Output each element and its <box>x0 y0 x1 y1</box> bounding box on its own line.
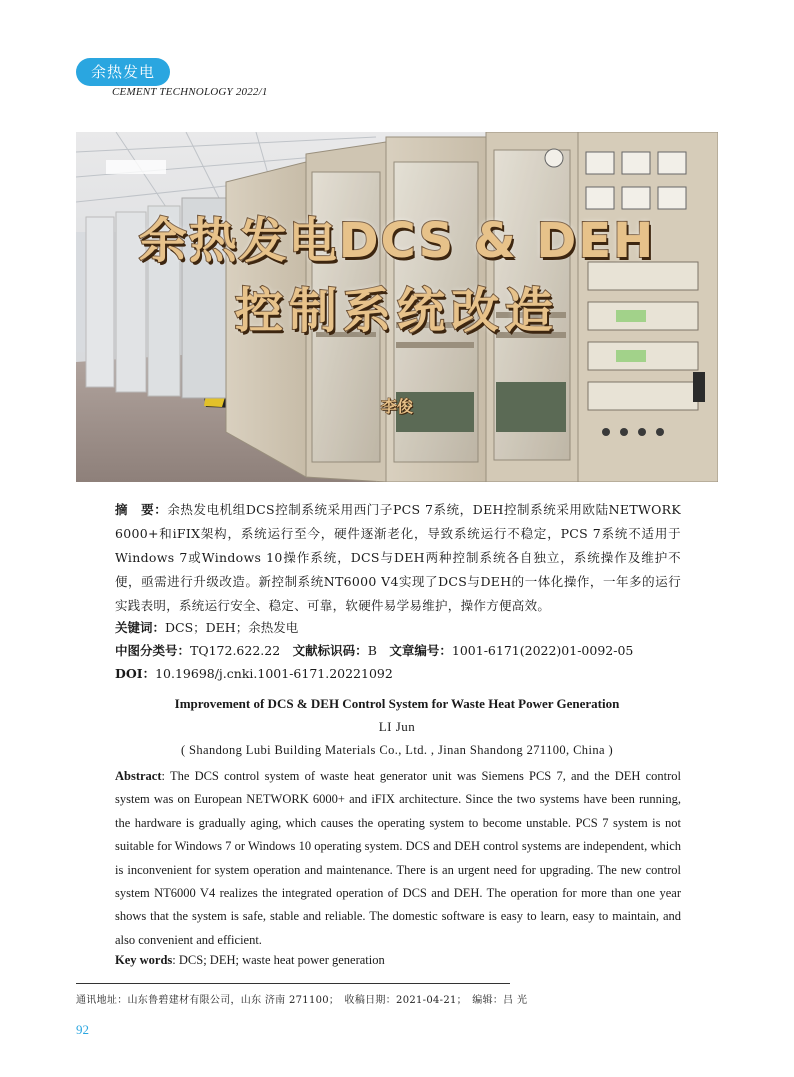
doi-label: DOI： <box>115 666 156 681</box>
abstract-label: 摘 要： <box>115 502 168 517</box>
english-abstract-text: : The DCS control system of waste heat generator unit was Siemens PCS 7, and the DEH control system was on European NETWORK 6000+ and iFIX architecture. Since the two systems have been running, the hardware is gradually aging, which causes the operating system to become unstable. PCS 7 system is not suitable for Windows 7 or Windows 10 operating system. DCS and DEH control systems are independent, which is inconvenient for system operation and maintenance. There is an urgent need for upgrading. The new control system NT6000 V4 realizes the integrated operation of DCS and DEH. The operation for more than one year shows that the system is safe, stable and reliable. The domestic software is easy to learn, easy to maintain, and also convenient and efficient. <box>115 769 681 947</box>
doi-value: 10.19698/j.cnki.1001-6171.20221092 <box>155 666 393 681</box>
chinese-abstract <box>115 498 681 618</box>
english-abstract-label: Abstract <box>115 769 162 783</box>
doi-line <box>115 664 393 684</box>
classification-line <box>115 641 633 661</box>
keywords-label: 关键词： <box>115 620 166 635</box>
english-keywords-label: Key words <box>115 953 173 967</box>
english-abstract <box>115 765 681 952</box>
journal-running-head: CEMENT TECHNOLOGY 2022/1 <box>112 86 268 98</box>
footnote: 通讯地址：山东鲁碧建材有限公司，山东 济南 271100； 收稿日期：2021-04-21； 编辑：吕 光 <box>76 995 528 1006</box>
english-keywords-text: : DCS; DEH; waste heat power generation <box>172 953 385 967</box>
keywords-text: DCS；DEH；余热发电 <box>165 620 299 635</box>
hero-title-line2: 控制系统改造 <box>234 283 559 339</box>
article-no-label: 文章编号： <box>389 643 452 658</box>
abstract-text: 余热发电机组DCS控制系统采用西门子PCS 7系统，DEH控制系统采用欧陆NETWORK 6000+和iFIX架构，系统运行至今，硬件逐渐老化，导致系统运行不稳定，PCS 7系统不适用于Windows 7或Windows 10操作系统，DCS与DEH两种控制系统各自独立，系统操作及维护不便，亟需进行升级改造。新控制系统NT6000 V4实现了DCS与DEH的一体化操作，一年多的运行实践表明，系统运行安全、稳定、可靠，软硬件易学易维护，操作方便高效。 <box>115 502 681 613</box>
section-tag: 余热发电 <box>76 58 170 86</box>
english-title: Improvement of DCS & DEH Control System for Waste Heat Power Generation <box>174 696 620 711</box>
doc-code-value: B <box>367 643 377 658</box>
clc-label: 中图分类号： <box>115 643 191 658</box>
doc-code-label: 文献标识码： <box>292 643 368 658</box>
page-number: 92 <box>76 1022 89 1037</box>
english-author: LI Jun <box>378 719 416 734</box>
hero-author: 李俊 <box>380 397 413 416</box>
english-affiliation: ( Shandong Lubi Building Materials Co., Ltd. , Jinan Shandong 271100, China ) <box>180 743 614 757</box>
clc-value: TQ172.622.22 <box>190 643 281 658</box>
footnote-divider <box>76 983 510 984</box>
hero-title-line1: 余热发电DCS & DEH <box>138 213 656 269</box>
chinese-keywords <box>115 618 298 638</box>
article-no-value: 1001-6171(2022)01-0092-05 <box>451 643 634 658</box>
english-keywords <box>115 953 385 968</box>
hero-image <box>76 132 718 482</box>
